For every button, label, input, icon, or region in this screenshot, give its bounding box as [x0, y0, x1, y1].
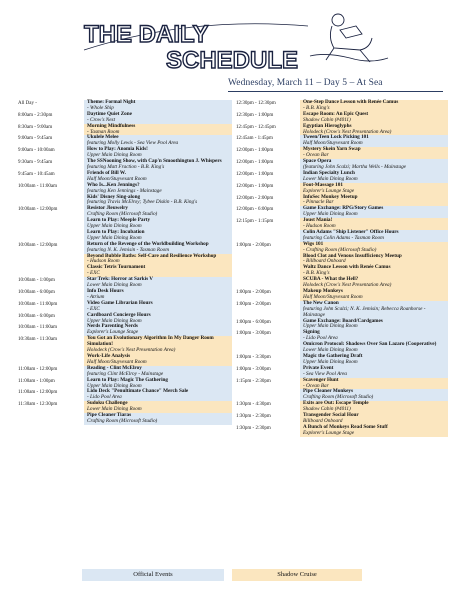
event-time: 1:00pm - 3:30pm — [236, 354, 271, 360]
event-time: 12:45pm - 12:45pm — [236, 124, 276, 130]
event-location: - B.B. King's — [303, 104, 330, 111]
event-location: Half Moon/Stuyvesant Room — [303, 140, 363, 147]
event-time: 12:00pm - 1:00pm — [236, 171, 274, 177]
event-time: 9:00am - 9:45am — [18, 136, 53, 142]
event-time: 12:45am - 1:45pm — [236, 136, 273, 142]
event-title: Transgender Social Hour — [303, 412, 359, 419]
event-location: Holodeck (Crow's Nest Presentation Area) — [87, 347, 176, 354]
event-title: Work-Life Analysis — [87, 352, 131, 359]
event-title: Pipe Cleaner Tiaras — [87, 412, 132, 419]
event-location: featuring John Scalzi; N. K. Jemisin; Rebecca Roanhorse - Mainstage — [303, 305, 426, 318]
event-location: Upper Main Dining Room — [87, 152, 142, 159]
event-location: featuring Travis McElroy; Tybee Diskin - B.B. King's — [87, 199, 198, 206]
event-title: Game Exchange: Board/Cardgames — [303, 317, 383, 324]
event-title: Omicron Protocol: Shadows Over San Lazaro (Cooperative) — [303, 341, 437, 348]
event-location: Upper Main Dining Room — [303, 323, 358, 330]
event-entry — [84, 336, 232, 354]
event-title: Wigs 101 — [303, 240, 324, 247]
header-rule — [228, 91, 443, 92]
event-location: Half Moon/Stuyvesant Room — [303, 293, 363, 300]
event-title: Makeup Monkeys — [303, 288, 343, 294]
event-time: 11:00am - 12:00pm — [18, 366, 58, 372]
event-entry — [84, 301, 232, 313]
event-location: - Sea View Pool Area — [303, 370, 347, 377]
event-time — [236, 389, 300, 390]
event-location: featuring N. K. Jemisin - Tasman Room — [87, 246, 169, 253]
event-location: - Lido Pool Area — [303, 335, 338, 342]
event-entry — [84, 171, 232, 183]
event-time: 10:00am - 1:00pm — [18, 278, 55, 284]
banner-line-1: THE DAILY — [84, 21, 209, 48]
daily-schedule-banner — [70, 8, 400, 74]
event-location: - B.B. King's — [303, 270, 330, 277]
event-title: Indian Specialty Lunch — [303, 169, 355, 176]
schedule-date: Wednesday, March 11 – Day 5 – At Sea — [228, 78, 383, 88]
event-location: Crafting Room (Microsoft Studio) — [87, 417, 158, 424]
event-entry — [300, 171, 448, 183]
event-title: Signing — [303, 329, 320, 336]
event-title: Space Opera — [303, 158, 332, 165]
event-location: Holodeck (Crow's Nest Presentation Area) — [303, 128, 392, 135]
event-title: Pipe Cleaner Monkeys — [303, 388, 354, 395]
event-title: Info Desk Hours — [87, 288, 124, 294]
event-title: Classic Tetris Tournament — [87, 264, 146, 271]
event-entry — [300, 319, 448, 331]
event-title: Colin Adams "Ship Listener" Office Hours — [303, 228, 399, 235]
event-location: - Pinnacle Bar — [303, 199, 334, 206]
event-location: featuring Molly Lewis - Sea View Pool Area — [87, 140, 179, 147]
event-time: 12:15pm - 1:15pm — [236, 219, 274, 225]
event-entry — [84, 413, 232, 425]
legend-official-events: Official Events — [82, 569, 224, 581]
event-time — [236, 342, 300, 343]
schedule-row — [236, 112, 448, 124]
schedule-row — [236, 147, 448, 159]
event-time: 1:00pm - 2:00pm — [236, 301, 271, 307]
event-entry — [300, 366, 448, 378]
event-location: - Billboard Onboard — [303, 258, 346, 265]
event-time: 1:00pm - 3:00pm — [236, 331, 271, 337]
event-title: Theme: Formal Night — [87, 99, 136, 105]
event-time — [18, 230, 84, 231]
schedule-row — [236, 425, 448, 437]
event-time: 12:30pm - 12:30pm — [236, 101, 276, 106]
event-title: Return of the Revenge of the Worldbuilding Workshop — [87, 240, 209, 247]
event-title: Sudoku Challenge — [87, 400, 128, 407]
event-location: Upper Main Dining Room — [303, 211, 358, 218]
reading-monkey-illustration — [310, 14, 388, 62]
legend-shadow-cruise: Shadow Cruise — [232, 569, 362, 581]
schedule-row — [18, 242, 232, 254]
event-location: Upper Main Dining Room — [303, 358, 358, 365]
event-entry — [300, 301, 448, 319]
schedule-row — [18, 413, 232, 425]
event-entry — [300, 425, 448, 437]
event-time: 10:00am - 6:00pm — [18, 290, 55, 295]
event-time — [236, 254, 300, 255]
event-location: - Whole Ship — [87, 104, 114, 111]
event-time: 10:00am - 11:00am — [18, 325, 57, 331]
schedule-row — [236, 171, 448, 183]
event-time: 11:00am - 12:00pm — [18, 390, 58, 396]
event-title: Waltz Dance Lesson with Renée Camus — [303, 264, 391, 271]
event-location: Lower Main Dining Room — [87, 406, 142, 413]
event-location: Crafting Room (Microsoft Studio) — [87, 211, 158, 218]
event-title: A Bunch of Monkeys Read Some Stuff — [303, 423, 388, 430]
event-time: 9:30am - 9:45am — [18, 160, 53, 166]
event-title: Who Is...Ken Jennings? — [87, 181, 140, 188]
event-location: Lower Main Dining Room — [303, 347, 358, 354]
schedule-row — [236, 242, 448, 254]
schedule-column-left — [18, 100, 232, 425]
event-entry — [300, 242, 448, 254]
banner-line-2: SCHEDULE — [166, 47, 299, 74]
event-entry — [300, 230, 448, 242]
event-location: - EXC — [87, 270, 100, 277]
event-location: Upper Main Dining Room — [87, 223, 142, 230]
legend — [82, 569, 382, 581]
schedule-row — [236, 230, 448, 242]
event-time: 12:00pm - 6:00pm — [236, 207, 274, 213]
event-entry — [84, 242, 232, 254]
event-title: Tween/Teen Lock Picking 101 — [303, 134, 369, 141]
event-time: 1:00pm - 6:00pm — [236, 319, 271, 325]
event-entry — [300, 183, 448, 195]
event-location: Lower Main Dining Room — [87, 282, 142, 289]
event-location: (featuring John Scalzi; Martha Wells - Mainstage — [303, 163, 406, 170]
schedule-row — [18, 301, 232, 313]
event-title: Learn to Play: Meeple Party — [87, 217, 151, 224]
event-location: Explorer's Lounge Stage — [303, 429, 355, 436]
event-entry — [84, 183, 232, 195]
event-time: 1:30pm - 4:30pm — [236, 402, 271, 408]
event-title: Friends of Bill W. — [87, 169, 126, 176]
event-location: - Crow's Nest — [87, 116, 116, 123]
event-location: Explorer's Lounge Stage — [303, 187, 355, 194]
event-title: Star Trek: Horror at Sarkis V — [87, 276, 154, 283]
event-title: Joust Mania! — [303, 217, 333, 224]
event-location: Shadow Cabin (#4011) — [303, 116, 351, 123]
event-time: 1:30pm - 2:30pm — [236, 414, 271, 420]
event-time: 11:30am - 12:30pm — [18, 402, 58, 408]
schedule-row — [236, 183, 448, 195]
event-title: Daytime Quiet Zone — [87, 110, 132, 117]
schedule-row — [18, 112, 232, 124]
event-time: 9:45am - 10:45am — [18, 171, 55, 177]
event-location: featuring Ken Jennings - Mainstage — [87, 187, 162, 194]
schedule-row — [18, 183, 232, 195]
event-location: Holodeck (Crow's Nest Presentation Area) — [303, 282, 392, 289]
event-location: - Crafting Room (Microsoft Studio) — [303, 246, 377, 253]
event-location: - Hudson Room — [87, 258, 120, 265]
event-title: SCUBA - What the Hell? — [303, 276, 359, 283]
event-time: 8:30am - 9:00am — [18, 124, 53, 130]
event-time: 12:00pm - 1:00pm — [236, 160, 274, 166]
event-location: - Tasman Room — [87, 128, 120, 135]
event-title: You Got an Evolutionary Algorithm In My Danger Room Simulation! — [87, 335, 214, 348]
event-entry — [84, 230, 232, 242]
event-title: How to Play: Anomia Kids! — [87, 146, 148, 153]
schedule-row — [236, 289, 448, 301]
event-location: featuring Matt Fraction - B.B. King's — [87, 163, 165, 170]
schedule-row — [236, 319, 448, 331]
event-time: 1:15pm - 2:30pm — [236, 378, 271, 384]
event-time — [18, 413, 84, 414]
event-time — [236, 277, 300, 278]
event-entry — [300, 112, 448, 124]
event-title: Exits are Out: Escape Temple — [303, 400, 369, 407]
event-entry — [84, 112, 232, 124]
event-time: 10:00am - 12:00pm — [18, 207, 58, 213]
event-title: Beyond Bubble Baths: Self-Care and Resilience Workshop — [87, 252, 217, 259]
event-location: Shadow Cabin (#4011) — [303, 406, 351, 413]
event-time — [18, 195, 84, 196]
event-location: Crafting Room (Microsoft Studio) — [303, 394, 374, 401]
event-time — [18, 354, 84, 355]
event-time — [236, 265, 300, 266]
event-title: Blood Clot and Venous Insufficiency Meetup — [303, 252, 402, 259]
event-location: Upper Main Dining Room — [87, 317, 142, 324]
event-time — [236, 230, 300, 231]
event-location: Upper Main Dining Room — [87, 382, 142, 389]
event-location: - Hudson Room — [303, 223, 336, 230]
event-entry — [84, 366, 232, 378]
event-title: Foot-Massage 101 — [303, 181, 343, 188]
schedule-row — [18, 336, 232, 354]
schedule-row — [18, 277, 232, 289]
event-location: featuring Clint McElroy - Mainstage — [87, 370, 164, 377]
event-location: - Atrium — [87, 293, 105, 300]
event-time — [18, 265, 84, 266]
event-title: Scavenger Hunt — [303, 376, 339, 383]
event-time: 12:00pm - 1:00pm — [236, 148, 274, 154]
event-entry — [84, 354, 232, 366]
event-title: Escape Room: An Epic Quest — [303, 110, 369, 117]
event-title: Reading - Clint McElroy — [87, 364, 142, 371]
event-time: 1:30pm - 2:30pm — [236, 425, 271, 431]
event-time: 9:00am - 10:00am — [18, 148, 55, 154]
event-location: - Ocean Bar — [303, 382, 329, 389]
event-time: 10:00am - 6:00pm — [18, 313, 55, 319]
schedule-row — [236, 354, 448, 366]
event-title: Game Exchange: RPG/Story Games — [303, 205, 384, 212]
event-title: The New Canon — [303, 299, 339, 306]
event-entry — [300, 354, 448, 366]
event-title: InfoSec Monkey Meetup — [303, 193, 358, 200]
event-time: 1:00pm - 2:00pm — [236, 290, 271, 295]
event-title: Cardboard Concierge Hours — [87, 311, 151, 318]
event-time: 10:00am - 11:00pm — [18, 301, 58, 307]
event-time: 10:00am - 11:00am — [18, 183, 57, 189]
event-title: Ukulele Melee — [87, 134, 119, 141]
schedule-row — [236, 366, 448, 378]
event-title: Lido Deck "Penultimate Chance" Merch Sale — [87, 388, 189, 395]
event-time: All Day - — [18, 101, 37, 106]
event-location: Billboard Onboard — [303, 417, 343, 424]
event-title: The SSNooning Show, with Cap'n Smoothington J. Whispers — [87, 158, 222, 165]
event-time: 8:00am - 2:30pm — [18, 112, 53, 118]
event-title: Egyptian Hieroglyphs — [303, 122, 352, 129]
event-title: Nerds Parenting Nerds — [87, 323, 138, 330]
event-title: Video Game Librarian Hours — [87, 299, 153, 306]
event-title: Learn to Play: Magic The Gathering — [87, 376, 169, 383]
event-title: One-Step Dance Lesson with Renée Camus — [303, 99, 399, 105]
event-title: Mystery Skein Yarn Swap — [303, 146, 361, 153]
event-time: 11:00am - 1:00pm — [18, 378, 55, 384]
event-location: Lower Main Dining Room — [303, 175, 358, 182]
schedule-row — [236, 206, 448, 218]
event-title: Private Event — [303, 364, 334, 371]
event-time: 12:00pm - 2:00pm — [236, 195, 274, 201]
event-location: - Ocean Bar — [303, 152, 329, 159]
event-title: Learn to Play: Incubation — [87, 228, 145, 235]
event-title: Morning Mindfulness — [87, 122, 136, 129]
event-time: 12:30pm - 1:00pm — [236, 112, 274, 118]
event-time: 12:00pm - 1:00pm — [236, 183, 274, 189]
event-time: 10:30am - 11:30am — [18, 337, 57, 343]
event-time: 1:00pm - 3:00pm — [236, 366, 271, 372]
schedule-row — [18, 230, 232, 242]
header — [0, 0, 463, 96]
event-time: 1:00pm - 2:00pm — [236, 242, 271, 248]
event-title: Kids' Disney Sing-along — [87, 193, 141, 200]
event-title: Resistor Jleuwelry — [87, 205, 128, 212]
schedule-row — [236, 301, 448, 319]
schedule-column-right — [236, 100, 448, 437]
event-location: - Lido Pool Area — [87, 394, 122, 401]
event-location: Half Moon/Stuyvesant Room — [87, 175, 147, 182]
event-time: 10:00am - 12:00pm — [18, 242, 58, 248]
event-time — [18, 218, 84, 219]
event-location: Explorer's Lounge Stage — [87, 329, 139, 336]
event-location: Upper Main Dining Room — [87, 234, 142, 241]
event-time — [18, 254, 84, 255]
event-location: Half Moon/Stuyvesant Room — [87, 358, 147, 365]
schedule-row — [18, 354, 232, 366]
schedule-row — [18, 366, 232, 378]
event-location: - EXC — [87, 305, 100, 312]
schedule-row — [18, 124, 232, 136]
event-title: Magic the Gathering Draft — [303, 352, 363, 359]
event-location: featuring Colin Adams - Tasman Room — [303, 234, 384, 241]
schedule-row — [18, 171, 232, 183]
